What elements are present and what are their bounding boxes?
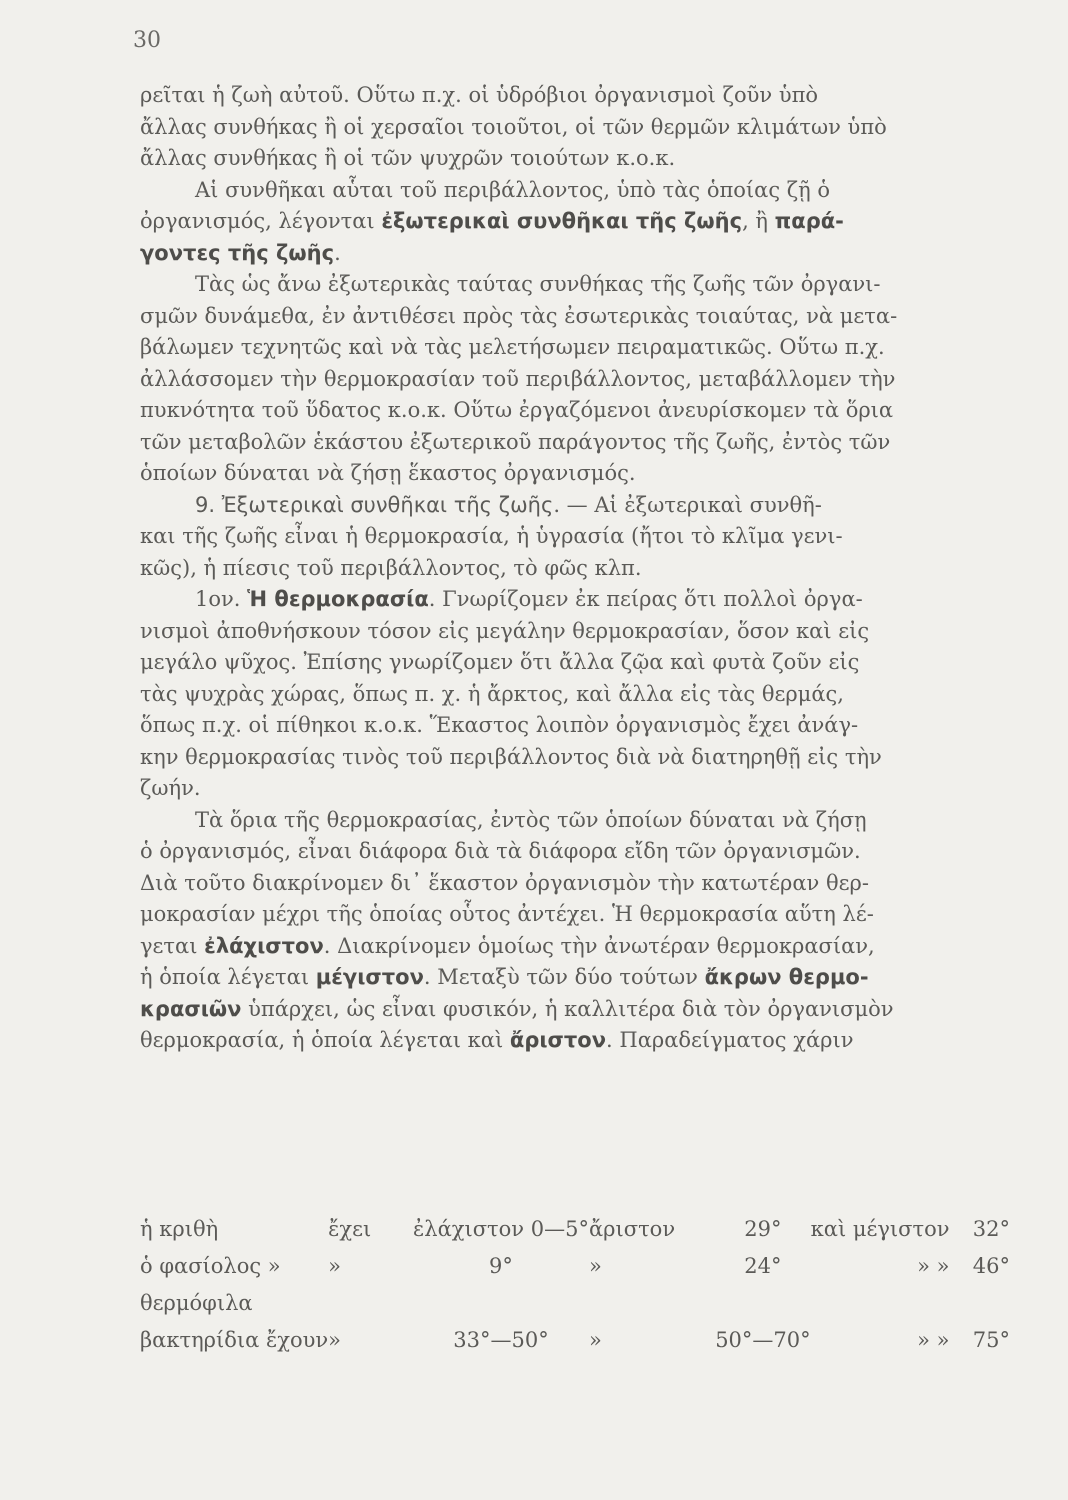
table-cell: βακτηρίδια ἔχουν bbox=[140, 1327, 329, 1352]
table-cell: 9° bbox=[489, 1253, 513, 1278]
text-line: ὅπως π.χ. οἱ πίθηκοι κ.ο.κ. Ἕκαστος λοιπὸν ὀργανισμὸς ἔχει ἀνάγ- bbox=[140, 713, 859, 737]
text-line: ἄλλας συνθήκας ἢ οἱ χερσαῖοι τοιοῦτοι, οἱ τῶν θερμῶν κλιμάτων ὑπὸ bbox=[140, 114, 887, 139]
section-title: 9. Ἐξωτερικαὶ συνθῆκαι τῆς ζωῆς bbox=[195, 492, 554, 517]
text-line: τὰς ψυχρὰς χώρας, ὅπως π. χ. ἡ ἄρκτος, καὶ ἄλλα εἰς τὰς θερμάς, bbox=[140, 681, 844, 706]
text-line: ὁ ὀργανισμός, εἶναι διάφορα διὰ τὰ διάφορα εἴδη τῶν ὀργανισμῶν. bbox=[140, 839, 861, 863]
bold-term: κρασιῶν bbox=[140, 996, 242, 1021]
table-row bbox=[140, 1247, 1010, 1284]
table-cell bbox=[950, 1284, 1010, 1321]
table-cell: ἔχει bbox=[328, 1216, 372, 1241]
text-line: θερμοκρασία, ἡ ὁποία λέγεται καὶ ἄριστον. Παραδείγματος χάριν bbox=[140, 1028, 854, 1052]
text-line: τῶν μεταβολῶν ἑκάστου ἐξωτερικοῦ παράγοντος τῆς ζωῆς, ἐντὸς τῶν bbox=[140, 429, 891, 454]
table-cell: 32° bbox=[972, 1216, 1010, 1241]
table-row bbox=[140, 1284, 1010, 1321]
table-cell: » » bbox=[917, 1253, 950, 1278]
text-line: νισμοὶ ἀποθνήσκουν τόσον εἰς μεγάλην θερμοκρασίαν, ὅσον καὶ εἰς bbox=[140, 618, 870, 643]
table-cell: » bbox=[588, 1253, 602, 1278]
table-row bbox=[140, 1321, 1010, 1358]
table-cell: 46° bbox=[972, 1253, 1010, 1278]
text-line: γεται ἐλάχιστον. Διακρίνομεν ὁμοίως τὴν ἀνωτέραν θερμοκρασίαν, bbox=[140, 933, 875, 958]
bold-term: παρά- bbox=[774, 209, 844, 233]
text-line: Διὰ τοῦτο διακρίνομεν δι᾿ ἕκαστον ὀργανισμὸν τὴν κατωτέραν θερ- bbox=[140, 870, 869, 895]
text-line: ὁποίων δύναται νὰ ζήσῃ ἕκαστος ὀργανισμός. bbox=[140, 461, 636, 485]
table-cell: » bbox=[328, 1253, 341, 1278]
table-cell: » bbox=[588, 1327, 602, 1352]
text-line: ὀργανισμός, λέγονται ἐξωτερικαὶ συνθῆκαι τῆς ζωῆς, ἢ παρά- bbox=[140, 209, 844, 233]
text-line: ἡ ὁποία λέγεται μέγιστον. Μεταξὺ τῶν δύο τούτων ἄκρων θερμο- bbox=[140, 965, 869, 989]
temperature-table bbox=[140, 1210, 1010, 1358]
text-line: 1ον. Ἡ θερμοκρασία. Γνωρίζομεν ἐκ πείρας ὅτι πολλοὶ ὀργα- bbox=[195, 587, 863, 611]
table-cell: » » bbox=[917, 1327, 950, 1352]
table-cell: καὶ μέγιστον bbox=[810, 1216, 950, 1241]
table-cell: 50°—70° bbox=[715, 1327, 811, 1352]
text-line: κρασιῶν ὑπάρχει, ὡς εἶναι φυσικόν, ἡ καλλιτέρα διὰ τὸν ὀργανισμὸν bbox=[140, 996, 894, 1021]
bold-term: ἄριστον bbox=[509, 1028, 607, 1052]
table-cell bbox=[811, 1284, 950, 1321]
table-cell: » bbox=[328, 1327, 341, 1352]
bold-term: μέγιστον bbox=[315, 965, 424, 989]
section-heading: 9. Ἐξωτερικαὶ συνθῆκαι τῆς ζωῆς. — Αἱ ἐξωτερικαὶ συνθῆ- bbox=[195, 492, 822, 517]
table-cell: 75° bbox=[972, 1327, 1010, 1352]
text-line: γοντες τῆς ζωῆς. bbox=[140, 240, 341, 265]
text-line: πυκνότητα τοῦ ὕδατος κ.ο.κ. Οὕτω ἐργαζόμενοι ἀνευρίσκομεν τὰ ὅρια bbox=[140, 398, 894, 422]
text-line: ἀλλάσσομεν τὴν θερμοκρασίαν τοῦ περιβάλλοντος, μεταβάλλομεν τὴν bbox=[140, 366, 896, 391]
table-cell: 24° bbox=[744, 1253, 782, 1278]
text-line: βάλωμεν τεχνητῶς καὶ νὰ τὰς μελετήσωμεν πειραματικῶς. Οὕτω π.χ. bbox=[140, 335, 885, 359]
bold-term: γοντες τῆς ζωῆς bbox=[140, 240, 335, 265]
page-number: 30 bbox=[133, 28, 161, 53]
text-line: και τῆς ζωῆς εἶναι ἡ θερμοκρασία, ἡ ὑγρασία (ἤτοι τὸ κλῖμα γενι- bbox=[140, 524, 843, 548]
bold-term: Ἡ θερμοκρασία bbox=[247, 587, 429, 611]
table-cell: ἡ κριθὴ bbox=[140, 1216, 219, 1241]
text-line: ρεῖται ἡ ζωὴ αὐτοῦ. Οὕτω π.χ. οἱ ὑδρόβιοι ὀργανισμοὶ ζοῦν ὑπὸ bbox=[140, 83, 819, 107]
text-line: σμῶν δυνάμεθα, ἐν ἀντιθέσει πρὸς τὰς ἐσωτερικὰς τοιαύτας, νὰ μετα- bbox=[140, 303, 898, 328]
table-cell bbox=[589, 1284, 715, 1321]
bold-term: ἄκρων θερμο- bbox=[704, 965, 869, 989]
table-cell bbox=[328, 1284, 413, 1321]
text-line: Αἱ συνθῆκαι αὗται τοῦ περιβάλλοντος, ὑπὸ τὰς ὁποίας ζῇ ὁ bbox=[195, 177, 831, 202]
body-text bbox=[140, 80, 1010, 1057]
table-cell bbox=[715, 1284, 810, 1321]
bold-term: ἐλάχιστον bbox=[204, 933, 324, 958]
bold-term: ἐξωτερικαὶ συνθῆκαι τῆς ζωῆς bbox=[381, 209, 743, 233]
text-line: ζωήν. bbox=[140, 776, 201, 800]
text-line: Τὰ ὅρια τῆς θερμοκρασίας, ἐντὸς τῶν ὁποίων δύναται νὰ ζήσῃ bbox=[195, 807, 867, 832]
text-line: κην θερμοκρασίας τινὸς τοῦ περιβάλλοντος διὰ νὰ διατηρηθῇ εἰς τὴν bbox=[140, 744, 882, 769]
table-cell: 33°—50° bbox=[453, 1327, 549, 1352]
table-row bbox=[140, 1210, 1010, 1247]
text-line: ἄλλας συνθήκας ἢ οἱ τῶν ψυχρῶν τοιούτων κ.ο.κ. bbox=[140, 146, 676, 170]
text-line: κῶς), ἡ πίεσις τοῦ περιβάλλοντος, τὸ φῶς κλπ. bbox=[140, 555, 642, 580]
table-cell: ἐλάχιστον 0—5° bbox=[412, 1216, 589, 1241]
text-line: Τὰς ὡς ἄνω ἐξωτερικὰς ταύτας συνθήκας τῆς ζωῆς τῶν ὀργανι- bbox=[195, 272, 881, 296]
text-line: μοκρασίαν μέχρι τῆς ὁποίας οὗτος ἀντέχει. Ἡ θερμοκρασία αὕτη λέ- bbox=[140, 902, 874, 926]
table-cell: 29° bbox=[744, 1216, 782, 1241]
text-line: μεγάλο ψῦχος. Ἐπίσης γνωρίζομεν ὅτι ἄλλα ζῷα καὶ φυτὰ ζοῦν εἰς bbox=[140, 650, 860, 674]
table-cell: ἄριστον bbox=[588, 1216, 676, 1241]
table-cell: ὁ φασίολος » bbox=[140, 1253, 281, 1278]
table-cell: θερμόφιλα bbox=[140, 1290, 253, 1315]
table-cell bbox=[413, 1284, 589, 1321]
